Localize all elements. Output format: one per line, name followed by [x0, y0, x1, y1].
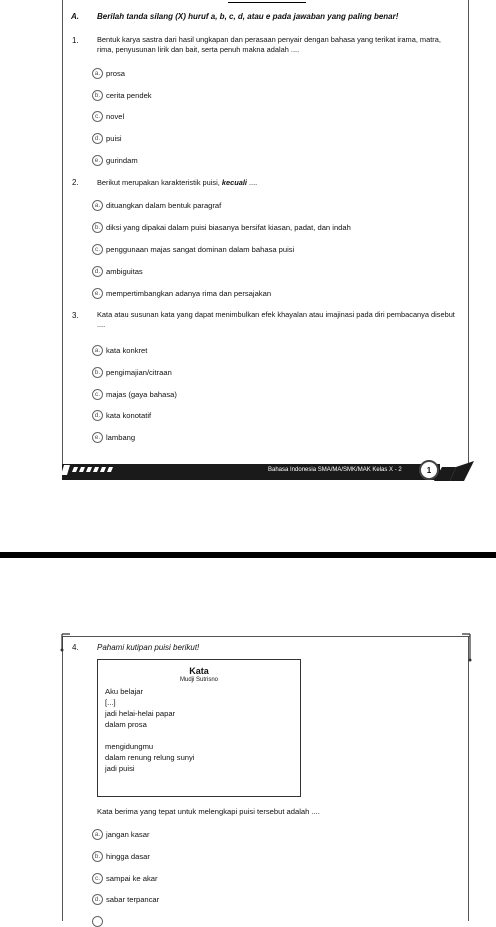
- page-number: 1: [426, 465, 432, 475]
- option-text: sampai ke akar: [106, 873, 158, 883]
- answer-option[interactable]: [92, 110, 124, 122]
- option-letter-badge: a.: [92, 200, 103, 211]
- answer-option[interactable]: [92, 893, 159, 905]
- option-letter-badge: d.: [92, 894, 103, 905]
- option-letter-badge: a.: [92, 68, 103, 79]
- option-letter-badge: b.: [92, 222, 103, 233]
- option-letter-badge: b.: [92, 90, 103, 101]
- footer-text: Bahasa Indonesia SMA/MA/SMK/MAK Kelas X - 2: [268, 467, 402, 473]
- poem-line: Aku belajar: [105, 687, 143, 696]
- option-text: novel: [106, 111, 125, 121]
- answer-option[interactable]: [92, 388, 177, 400]
- answer-option-partial[interactable]: [92, 915, 103, 927]
- option-letter-badge: a.: [92, 345, 103, 356]
- answer-option[interactable]: [92, 409, 151, 421]
- poem-line: dalam renung relung sunyi: [105, 753, 195, 762]
- option-text: pengimajian/citraan: [106, 367, 172, 377]
- option-text: mempertimbangkan adanya rima dan persajakan: [106, 288, 272, 298]
- option-letter-badge: c.: [92, 873, 103, 884]
- page-right-border: [468, 636, 469, 921]
- page-top-rule: [62, 636, 470, 637]
- page-left-border: [62, 636, 63, 921]
- section-instruction: Berilah tanda silang (X) huruf a, b, c, d, atau e pada jawaban yang paling benar!: [97, 12, 399, 21]
- poem-line: mengidungmu: [105, 742, 154, 751]
- option-text: gurindam: [106, 155, 138, 165]
- question-number: 1.: [72, 36, 79, 45]
- answer-option[interactable]: [92, 431, 135, 443]
- header-rule: [228, 2, 306, 3]
- option-text: lambang: [106, 432, 136, 442]
- question-text: [97, 178, 459, 188]
- poem-author: Mudji Sutrisno: [179, 677, 218, 683]
- option-text: hingga dasar: [106, 851, 150, 861]
- option-letter-badge: [92, 916, 103, 927]
- question-text: Bentuk karya sastra dari hasil ungkapan dan perasaan penyair dengan bahasa yang terikat irama, matra, rima, penyusunan lirik dan bait, serta penuh makna adalah ....: [97, 35, 441, 54]
- question-text-suffix: ....: [246, 178, 258, 187]
- option-letter-badge: d.: [92, 410, 103, 421]
- option-letter-badge: d.: [92, 266, 103, 277]
- answer-option[interactable]: [92, 850, 150, 862]
- option-text: penggunaan majas sangat dominan dalam bahasa puisi: [106, 244, 295, 254]
- option-letter-badge: b.: [92, 367, 103, 378]
- answer-option[interactable]: [92, 154, 138, 166]
- answer-option[interactable]: [92, 243, 294, 255]
- page-two: [0, 558, 496, 921]
- answer-option[interactable]: [92, 366, 172, 378]
- answer-option[interactable]: [92, 67, 125, 79]
- page-right-border: [468, 0, 469, 465]
- option-text: puisi: [106, 133, 122, 143]
- answer-option[interactable]: [92, 287, 271, 299]
- answer-option[interactable]: [92, 132, 122, 144]
- question-text-prefix: Berikut merupakan karakteristik puisi,: [97, 178, 222, 187]
- option-letter-badge: b.: [92, 851, 103, 862]
- corner-ornament-right: [460, 632, 474, 662]
- question-text: Kata atau susunan kata yang dapat menimbulkan efek khayalan atau imajinasi pada diri pembacanya disebut ....: [97, 310, 455, 329]
- poem-line: jadi puisi: [105, 764, 135, 773]
- answer-option[interactable]: [92, 872, 158, 884]
- option-text: jangan kasar: [106, 829, 150, 839]
- question-number: 4.: [72, 643, 79, 652]
- corner-ornament-left: [58, 632, 72, 652]
- answer-option[interactable]: [92, 828, 149, 840]
- option-text: cerita pendek: [106, 90, 152, 100]
- answer-option[interactable]: [92, 199, 221, 211]
- poem-line: dalam prosa: [105, 720, 147, 729]
- poem-title: Kata: [189, 666, 209, 676]
- question-number: 3.: [72, 311, 79, 320]
- option-text: dituangkan dalam bentuk paragraf: [106, 200, 222, 210]
- poem-line: jadi helai-helai papar: [105, 709, 176, 718]
- option-letter-badge: c.: [92, 111, 103, 122]
- question-prompt: Kata berima yang tepat untuk melengkapi puisi tersebut adalah ....: [97, 807, 320, 816]
- option-text: majas (gaya bahasa): [106, 389, 177, 399]
- option-letter-badge: c.: [92, 389, 103, 400]
- option-letter-badge: e.: [92, 288, 103, 299]
- question-intro: Pahami kutipan puisi berikut!: [97, 643, 200, 652]
- poem-line: [...]: [105, 698, 116, 707]
- question-number: 2.: [72, 178, 79, 187]
- answer-option[interactable]: [92, 344, 147, 356]
- option-text: diksi yang dipakai dalam puisi biasanya bersifat kiasan, padat, dan indah: [106, 222, 351, 232]
- page-left-border: [62, 0, 63, 465]
- section-label: A.: [71, 12, 79, 21]
- option-letter-badge: e.: [92, 432, 103, 443]
- option-text: kata konotatif: [106, 410, 152, 420]
- answer-option[interactable]: [92, 221, 351, 233]
- question-emphasis: kecuali: [221, 178, 247, 187]
- option-letter-badge: e.: [92, 155, 103, 166]
- option-letter-badge: d.: [92, 133, 103, 144]
- answer-option[interactable]: [92, 265, 143, 277]
- answer-option[interactable]: [92, 89, 152, 101]
- option-letter-badge: c.: [92, 244, 103, 255]
- page-number-badge: [419, 460, 439, 480]
- option-letter-badge: a.: [92, 829, 103, 840]
- option-text: ambiguitas: [106, 266, 143, 276]
- option-text: kata konkret: [106, 345, 148, 355]
- option-text: sabar terpancar: [106, 894, 160, 904]
- option-text: prosa: [106, 68, 125, 78]
